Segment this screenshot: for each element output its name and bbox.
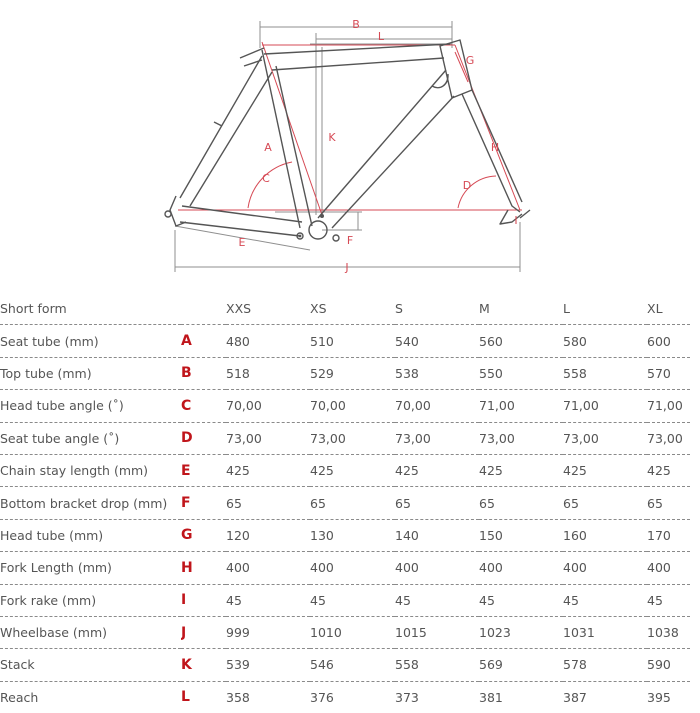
row-value: 529 [310,357,395,389]
header-size: XL [647,293,690,325]
seat-stay-upper [180,56,262,198]
header-size: XS [310,293,395,325]
row-value: 65 [226,487,310,519]
bb-center-dot [320,214,324,218]
bb-right-bolt [333,235,339,241]
table-row [0,487,690,519]
label-h: H [490,141,500,154]
row-value: 538 [395,357,479,389]
row-value: 73,00 [395,422,479,454]
header-size: M [479,293,563,325]
row-value: 1023 [479,616,563,648]
row-value: 73,00 [310,422,395,454]
down-tube-lower [332,96,454,228]
row-value: 71,00 [479,390,563,422]
row-value: 570 [647,357,690,389]
header-label: Short form [0,293,181,325]
table-row [0,584,690,616]
row-label: Stack [0,649,181,681]
row-value: 170 [647,519,690,551]
row-letter: D [181,422,226,454]
row-value: 550 [479,357,563,389]
chain-stay-upper [182,206,302,222]
seat-tube-left [262,50,300,228]
row-value: 578 [563,649,647,681]
row-value: 45 [563,584,647,616]
row-value: 65 [647,487,690,519]
seat-stay-lower [190,72,272,206]
row-value: 130 [310,519,395,551]
chain-stay-lower [180,222,300,236]
row-value: 73,00 [563,422,647,454]
row-value: 70,00 [226,390,310,422]
row-value: 569 [479,649,563,681]
geometry-table [0,293,690,713]
row-label: Wheelbase (mm) [0,616,181,648]
down-tube-upper [318,70,446,218]
row-value: 45 [479,584,563,616]
row-value: 65 [563,487,647,519]
row-value: 400 [479,552,563,584]
angle-c-arc [248,162,292,208]
row-letter: J [181,616,226,648]
row-value: 150 [479,519,563,551]
table-row [0,357,690,389]
row-value: 395 [647,689,671,705]
dimension-labels [239,18,518,274]
bb-bolt-dot [299,235,302,238]
top-tube-lower [272,58,444,70]
label-g: G [465,54,475,67]
header-letter-spacer [181,293,226,325]
label-k: K [328,131,336,144]
row-value: 425 [479,454,563,486]
row-label: Bottom bracket drop (mm) [0,487,181,519]
row-value: 387 [563,689,587,705]
row-value: 580 [563,325,647,357]
table-header-row [0,293,690,325]
row-label: Seat tube angle (˚) [0,422,181,454]
header-size: XXS [226,293,310,325]
row-value: 1031 [563,616,647,648]
row-value: 518 [226,357,310,389]
label-j: J [345,261,349,274]
row-value: 400 [395,552,479,584]
row-value: 65 [310,487,395,519]
row-value: 70,00 [310,390,395,422]
row-value: 540 [395,325,479,357]
row-value: 400 [647,552,690,584]
row-value: 120 [226,519,310,551]
row-value: 425 [310,454,395,486]
label-c: C [262,172,270,185]
row-letter: G [181,519,226,551]
label-e: E [238,236,246,249]
row-letter: F [181,487,226,519]
table-row [0,390,690,422]
row-label: Seat tube (mm) [0,325,181,357]
row-value: 400 [563,552,647,584]
row-value: 65 [479,487,563,519]
row-value: 70,00 [395,390,479,422]
table-row [0,649,690,681]
row-value: 480 [226,325,310,357]
row-value: 45 [395,584,479,616]
row-value: 539 [226,649,310,681]
header-size: S [395,293,479,325]
row-value: 160 [563,519,647,551]
row-value: 400 [226,552,310,584]
row-label: Head tube angle (˚) [0,390,181,422]
frame-geometry-diagram [0,0,700,290]
row-value: 425 [226,454,310,486]
row-value: 140 [395,519,479,551]
row-value: 590 [647,649,690,681]
bike-frame [165,40,530,241]
row-label: Chain stay length (mm) [0,454,181,486]
row-value: 71,00 [563,390,647,422]
row-value: 425 [647,454,690,486]
row-letter: A [181,325,226,357]
geometry-table-body [0,293,690,713]
seat-clamp [240,48,264,66]
frame-geometry-svg [0,0,700,290]
row-value: 558 [395,649,479,681]
rear-axle [165,211,171,217]
row-value: 73,00 [479,422,563,454]
row-value: 73,00 [647,422,690,454]
row-value: 600 [647,325,690,357]
row-value: 1038 [647,616,690,648]
row-value: 400 [310,552,395,584]
row-value: 373 [395,689,419,705]
row-label: Fork Length (mm) [0,552,181,584]
row-value: 358 [226,689,250,705]
row-letter: B [181,357,226,389]
row-label: Head tube (mm) [0,519,181,551]
row-value: 560 [479,325,563,357]
label-f: F [346,234,354,247]
table-row [0,552,690,584]
row-letter: E [181,454,226,486]
rear-dropout [170,196,186,226]
header-size: L [563,293,647,325]
row-value: 381 [479,689,503,705]
row-letter: I [181,584,226,616]
row-value: 425 [563,454,647,486]
row-value: 546 [310,649,395,681]
table-row [0,454,690,486]
row-value: 999 [226,616,310,648]
row-letter: C [181,390,226,422]
table-row [0,519,690,551]
row-value: 45 [647,584,690,616]
row-value: 71,00 [647,390,690,422]
row-value: 376 [310,689,334,705]
label-i: I [514,214,518,227]
label-b: B [352,18,360,31]
label-l: L [377,30,385,43]
row-value: 558 [563,357,647,389]
row-value: 45 [310,584,395,616]
table-row [0,616,690,648]
row-value: 1010 [310,616,395,648]
row-value: 425 [395,454,479,486]
row-label: Fork rake (mm) [0,584,181,616]
row-value: 65 [395,487,479,519]
row-label: Top tube (mm) [0,357,181,389]
row-value: 1015 [395,616,479,648]
label-a: A [264,141,272,154]
row-letter: K [181,649,226,681]
stay-detail [214,122,222,126]
row-letter: L [181,689,190,706]
label-d: D [462,179,472,192]
row-value: 45 [226,584,310,616]
row-value: 73,00 [226,422,310,454]
row-value: 510 [310,325,395,357]
table-row [0,681,690,713]
row-letter: H [181,552,226,584]
row-label: Reach [0,689,39,705]
table-row [0,422,690,454]
table-row [0,325,690,357]
